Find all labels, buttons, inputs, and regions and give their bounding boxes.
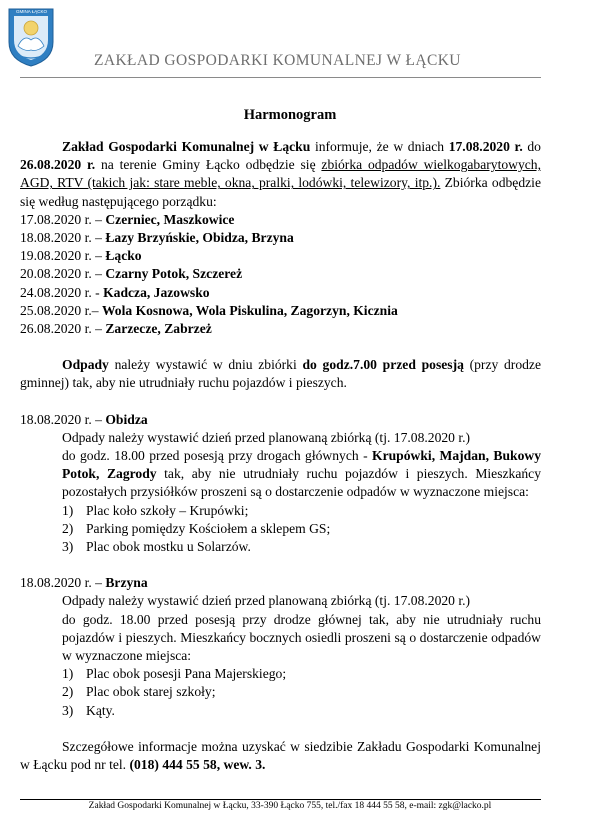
footer-divider [20, 799, 541, 800]
section-text: do godz. 18.00 przed posesją przy drogach głównych - [62, 448, 373, 464]
list-number: 2) [62, 520, 74, 536]
section-place: Obidza [105, 411, 148, 427]
rule-deadline: do godz.7.00 przed posesją [302, 357, 464, 373]
section-roads: Krupówki, Majdan, Bukowy Potok, Zagrody [62, 448, 541, 482]
schedule-places: Wola Kosnowa, Wola Piskulina, Zagorzyn, Kicznia [101, 302, 398, 318]
schedule-date: 17.08.2020 r. – [20, 211, 106, 227]
list-text: Kąty. [86, 702, 115, 718]
schedule-item [20, 302, 541, 320]
spacer [20, 393, 541, 411]
list-item [62, 683, 541, 701]
intro-text: informuje, że w dniach [310, 139, 449, 154]
spacer [20, 338, 541, 356]
list-item [62, 502, 541, 520]
rule-text: należy wystawić w dniu zbiórki [108, 357, 303, 373]
schedule-date: 20.08.2020 r. – [20, 266, 106, 282]
list-text: Plac obok starej szkoły; [86, 684, 216, 700]
schedule-places: Kadcza, Jazowsko [103, 284, 210, 300]
intro-collection-scope: zbiórka odpadów wielkogabarytowych, AGD, RTV (takich jak: stare meble, okna, pralki, lodówki, telewizory, itp.). [20, 157, 541, 191]
intro-text: do [522, 139, 541, 154]
list-text: Plac obok mostku u Solarzów. [86, 539, 251, 555]
contact-phone: (018) 444 55 58, wew. 3. [129, 757, 266, 773]
intro-org: Zakład Gospodarki Komunalnej w Łącku [62, 139, 311, 154]
logo-lettering: GMINA ŁĄCKO [16, 9, 48, 14]
intro-date-end: 26.08.2020 r. [20, 157, 96, 173]
intro-paragraph [20, 138, 541, 211]
rule-text: (przy drodze gminnej) tak, aby nie utrudniały ruchu pojazdów i pieszych. [20, 357, 541, 391]
schedule-item [20, 320, 541, 338]
section-paragraph: do godz. 18.00 przed posesją przy drodze głównej tak, aby nie utrudniały ruchu pojazdów i pieszych. Mieszkańcy bocznych osiedli proszeni są o dostarczenie odpadów w wyznaczone miejsca: [62, 611, 541, 664]
schedule-date: 25.08.2020 r.– [20, 302, 102, 318]
schedule-item [20, 265, 541, 283]
section-place: Brzyna [105, 575, 148, 591]
section-body [20, 592, 541, 719]
list-item [62, 538, 541, 556]
document-title: Harmonogram [243, 107, 337, 123]
spacer [20, 720, 541, 738]
schedule-item [20, 247, 541, 265]
list-item [62, 702, 541, 720]
intro-text: Zbiórka odbędzie się według następującego porządku: [20, 175, 541, 209]
list-number: 2) [62, 684, 74, 700]
schedule-date: 26.08.2020 r. – [20, 321, 106, 337]
schedule-list [20, 211, 541, 338]
section-paragraph [62, 447, 541, 502]
schedule-item [20, 284, 541, 302]
section-body [20, 429, 541, 556]
list-number: 1) [62, 666, 74, 682]
list-number: 3) [62, 702, 74, 718]
obidza-section [20, 411, 541, 557]
rule-subject: Odpady [62, 357, 109, 373]
list-item [62, 520, 541, 538]
schedule-places: Łazy Brzyńskie, Obidza, Brzyna [105, 230, 294, 246]
section-text: tak, aby nie utrudniały ruchu pojazdów i pieszych. Mieszkańcy pozostałych przysiółków proszeni są o dostarczenie odpadów w wyznaczone miejsca: [62, 466, 541, 500]
section-date: 18.08.2020 r. – [20, 411, 106, 427]
schedule-date: 24.08.2020 r. - [20, 284, 104, 300]
schedule-places: Czarny Potok, Szczereż [105, 266, 243, 282]
document-body [20, 138, 541, 774]
section-heading [20, 411, 541, 429]
organization-name: ZAKŁAD GOSPODARKI KOMUNALNEJ W ŁĄCKU [94, 52, 461, 69]
rule-paragraph [20, 356, 541, 392]
schedule-places: Zarzecze, Zabrzeż [105, 321, 212, 337]
list-item [62, 665, 541, 683]
schedule-places: Czerniec, Maszkowice [105, 211, 235, 227]
intro-date-start: 17.08.2020 r. [448, 139, 523, 154]
list-number: 1) [62, 502, 74, 518]
list-text: Plac obok posesji Pana Majerskiego; [86, 666, 287, 682]
section-line: Odpady należy wystawić dzień przed planowaną zbiórką (tj. 17.08.2020 r.) [62, 593, 471, 609]
contact-paragraph [20, 738, 541, 774]
spacer [20, 556, 541, 574]
schedule-places: Łącko [105, 248, 142, 264]
dropoff-list [62, 665, 541, 720]
schedule-date: 18.08.2020 r. – [20, 230, 106, 246]
header-divider [20, 77, 541, 78]
dropoff-list [62, 502, 541, 557]
footer-address: Zakład Gospodarki Komunalnej w Łącku, 33-390 Łącko 755, tel./fax 18 444 55 58, e-mail: zgk@lacko.pl [88, 801, 492, 811]
coat-of-arms-icon [6, 6, 56, 68]
section-heading [20, 574, 541, 592]
contact-text: Szczegółowe informacje można uzyskać w siedzibie Zakładu Gospodarki Komunalnej w Łącku pod nr tel. [20, 738, 541, 773]
section-line: Odpady należy wystawić dzień przed planowaną zbiórką (tj. 17.08.2020 r.) [62, 429, 471, 445]
schedule-date: 19.08.2020 r. – [20, 248, 106, 264]
list-text: Plac koło szkoły – Krupówki; [86, 502, 249, 518]
list-number: 3) [62, 539, 74, 555]
schedule-item [20, 211, 541, 229]
list-text: Parking pomiędzy Kościołem a sklepem GS; [86, 520, 331, 536]
section-date: 18.08.2020 r. – [20, 575, 106, 591]
intro-text: na terenie Gminy Łącko odbędzie się [95, 157, 322, 173]
schedule-item [20, 229, 541, 247]
gmina-lacko-logo [6, 6, 56, 68]
brzyna-section [20, 574, 541, 720]
